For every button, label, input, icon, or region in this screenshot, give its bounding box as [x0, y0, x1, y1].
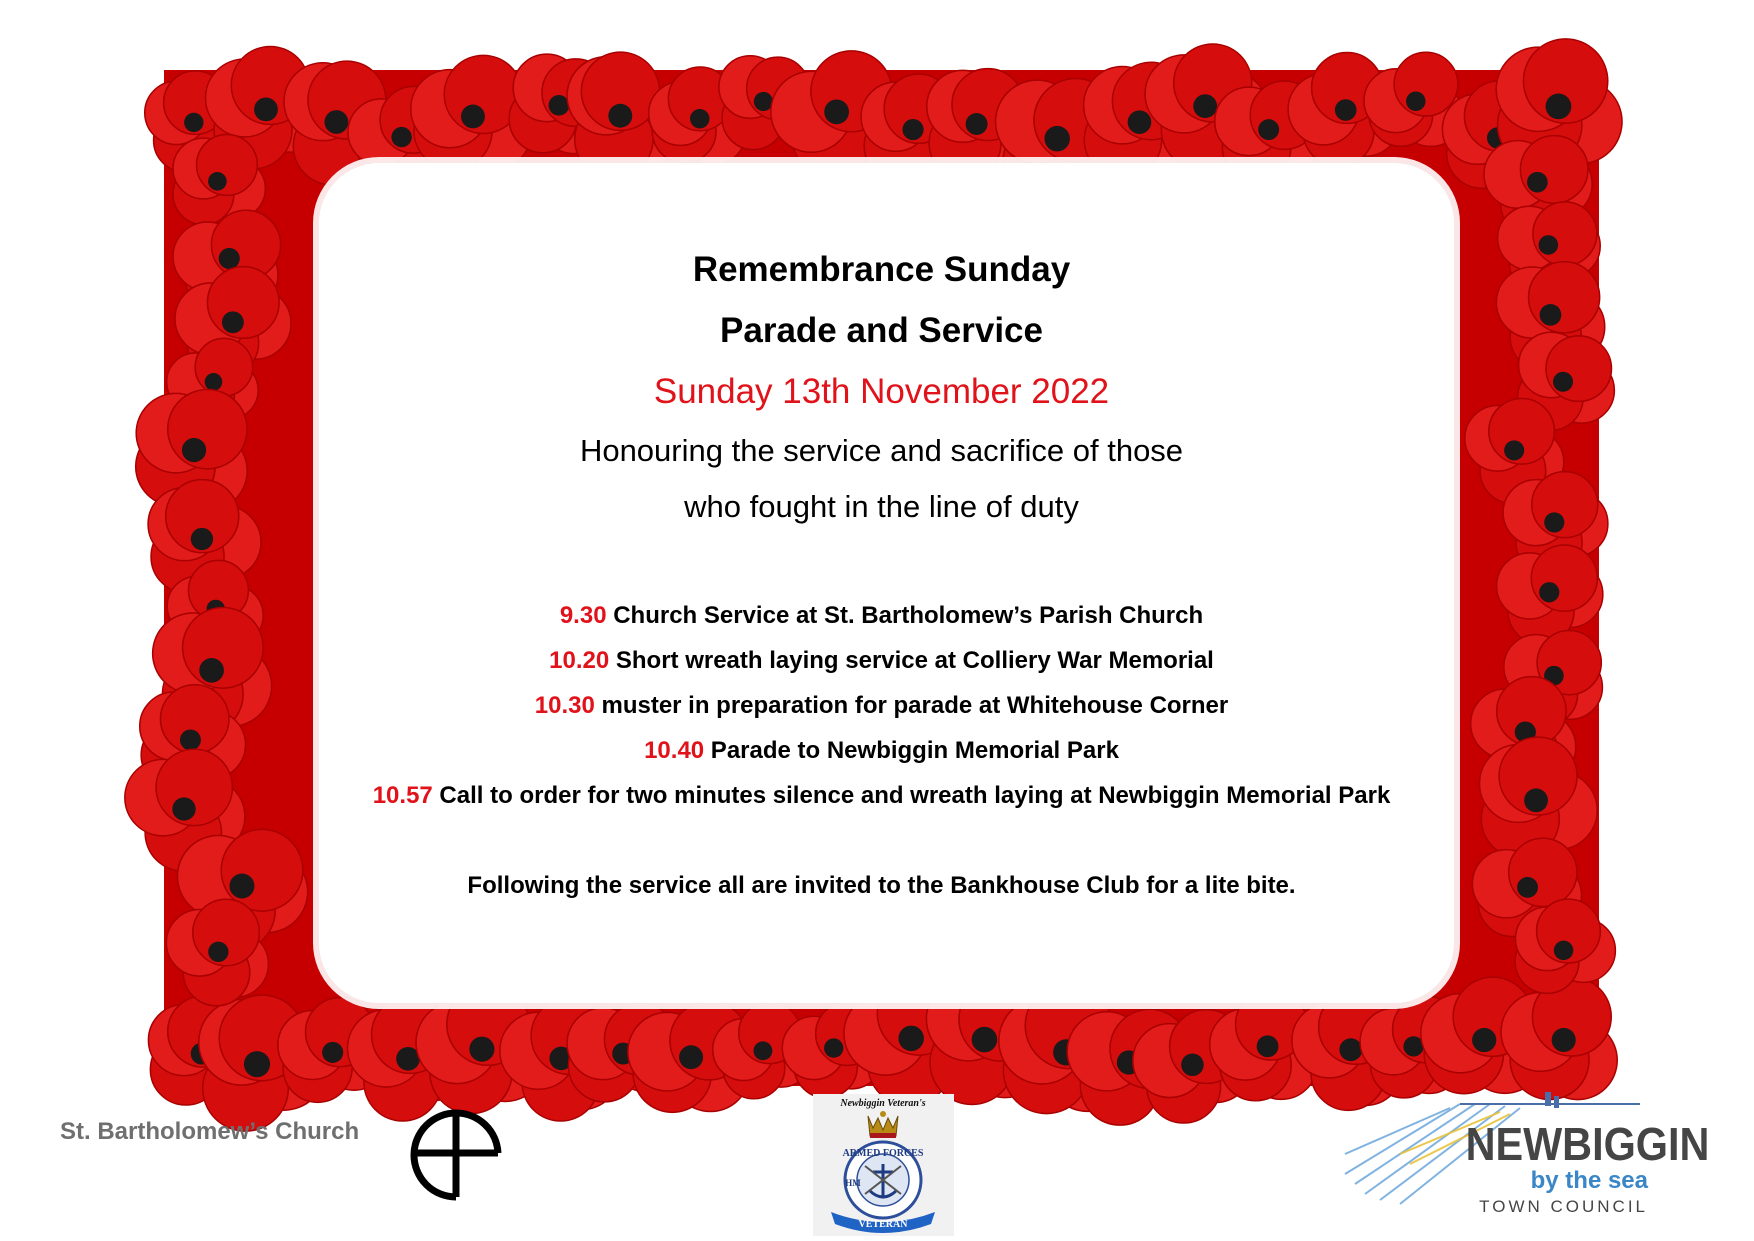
schedule-time: 10.30 [534, 692, 595, 719]
veterans-logo-top-text: Newbiggin Veteran's [840, 1098, 926, 1109]
schedule-text: Church Service at St. Bartholomew’s Parish Church [606, 602, 1204, 629]
schedule-text: Short wreath laying service at Colliery War Memorial [609, 647, 1214, 674]
church-name: St. Bartholomew’s Church [60, 1118, 360, 1145]
veterans-crest-icon [813, 1094, 954, 1236]
title-line-2: Parade and Service [720, 311, 1043, 350]
newbiggin-town-council-logo [1340, 1094, 1710, 1224]
schedule-item [164, 692, 1599, 720]
poster-content [164, 70, 1599, 1086]
sun-rays-icon [1340, 1094, 1710, 1224]
title-line-1: Remembrance Sunday [692, 250, 1071, 289]
schedule-item [164, 782, 1599, 810]
schedule-item [164, 737, 1599, 765]
tagline-line-1: Honouring the service and sacrifice of those [579, 433, 1184, 468]
schedule-text: muster in preparation for parade at Whitehouse Corner [594, 692, 1229, 719]
closing-note: Following the service all are invited to the Bankhouse Club for a lite bite. [467, 872, 1296, 899]
schedule-time: 9.30 [559, 602, 607, 629]
schedule-text: Call to order for two minutes silence and wreath laying at Newbiggin Memorial Park [432, 782, 1391, 809]
event-date: Sunday 13th November 2022 [653, 372, 1110, 411]
church-of-england-logo-icon [406, 1105, 506, 1205]
veterans-logo-hm: HM [845, 1178, 861, 1188]
newbiggin-logo-council: TOWN COUNCIL [1479, 1197, 1648, 1216]
newbiggin-logo-by-the-sea: by the sea [1530, 1167, 1648, 1194]
schedule-item [164, 647, 1599, 675]
schedule-time: 10.40 [644, 737, 705, 764]
schedule-item [164, 602, 1599, 630]
tagline-line-2: who fought in the line of duty [684, 489, 1079, 524]
veterans-badge-logo [813, 1094, 954, 1236]
veterans-logo-ring-text: ARMED FORCES [842, 1148, 924, 1159]
schedule-text: Parade to Newbiggin Memorial Park [704, 737, 1119, 764]
schedule-time: 10.20 [549, 647, 610, 674]
newbiggin-logo-name: NEWBIGGIN [1465, 1119, 1710, 1171]
schedule-time: 10.57 [372, 782, 433, 809]
veterans-logo-banner: VETERAN [858, 1219, 908, 1230]
